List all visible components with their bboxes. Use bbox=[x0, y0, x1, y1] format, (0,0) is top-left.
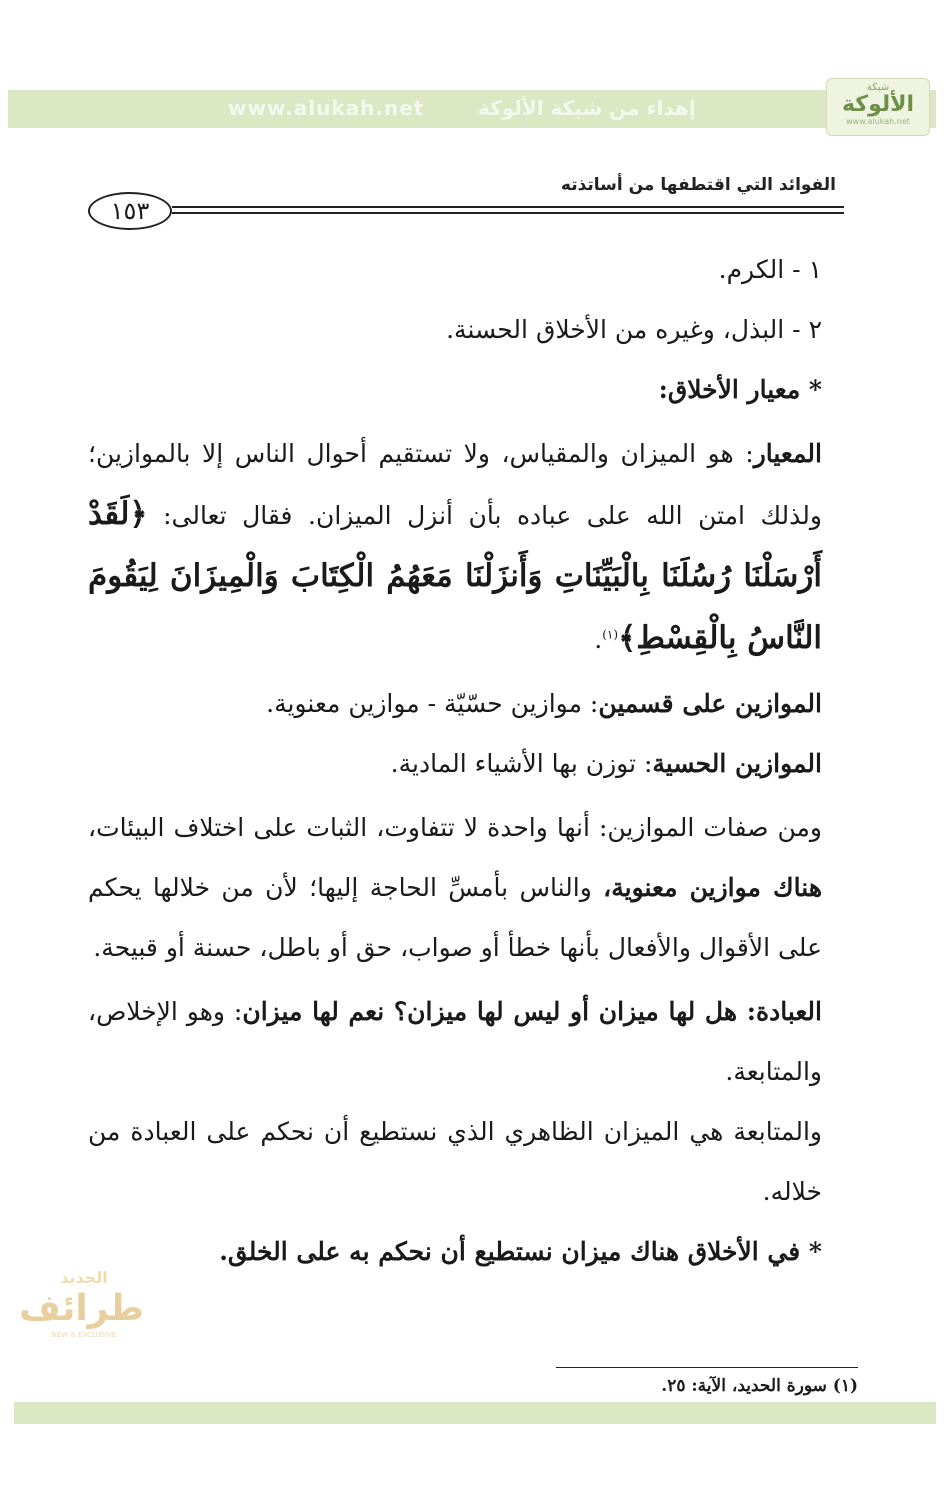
emphasis-worship-question: العبادة: هل لها ميزان أو ليس لها ميزان؟ نعم لها ميزان bbox=[242, 997, 822, 1026]
paragraph-text: : موازين حسّيّة - موازين معنوية. bbox=[266, 689, 599, 718]
footnote-rule bbox=[556, 1367, 858, 1368]
section-heading-standard: * معيار الأخلاق: bbox=[658, 375, 822, 404]
term-physical-scales: الموازين الحسية bbox=[652, 749, 822, 778]
watermark-stamp bbox=[18, 1268, 144, 1372]
paragraph-text: : توزن بها الأشياء المادية. bbox=[390, 749, 653, 778]
running-title: الفوائد التي اقتطفها من أساتذته bbox=[560, 175, 836, 195]
paragraph-end: . bbox=[594, 625, 603, 654]
paragraph-text: : هو الميزان والمقياس، ولا تستقيم أحوال الناس إلا بالموازين؛ ولذلك امتن الله على عباده بأن أنزل الميزان. فقال تعالى: bbox=[88, 439, 822, 530]
stamp-top-text: الجديد bbox=[60, 1268, 108, 1287]
logo-name: الألوكة bbox=[841, 92, 915, 117]
term-scale-types: الموازين على قسمين bbox=[598, 689, 822, 718]
bottom-banner bbox=[14, 1402, 936, 1424]
site-logo bbox=[826, 78, 930, 136]
footnote-reference: (١) bbox=[602, 627, 619, 642]
paragraph-following: والمتابعة هي الميزان الظاهري الذي نستطيع أن نحكم على العبادة من خلاله. bbox=[88, 1117, 822, 1206]
logo-small-text: شبكة bbox=[866, 82, 890, 93]
header-rule-top bbox=[172, 206, 844, 208]
logo-url: www.alukah.net bbox=[846, 117, 910, 126]
emphasis-moral-scales: هناك موازين معنوية، bbox=[603, 873, 823, 902]
stamp-middle-text: طرائف bbox=[18, 1288, 144, 1329]
top-banner bbox=[8, 90, 936, 128]
footnote: (١) سورة الحديد، الآية: ٢٥. bbox=[661, 1376, 858, 1396]
page-number: ١٥٣ bbox=[88, 192, 172, 230]
paragraph-worship bbox=[88, 982, 858, 1102]
paragraph-text: ومن صفات الموازين: أنها واحدة لا تتفاوت، الثبات على اختلاف البيئات، bbox=[88, 813, 822, 842]
list-item-2: ٢ - البذل، وغيره من الأخلاق الحسنة. bbox=[446, 315, 822, 344]
header-rule-bottom bbox=[172, 212, 844, 214]
banner-url: www.alukah.net bbox=[228, 96, 425, 120]
list-item-1: ١ - الكرم. bbox=[718, 255, 822, 284]
section-heading-morals: * في الأخلاق هناك ميزان نستطيع أن نحكم به على الخلق. bbox=[219, 1237, 822, 1266]
paragraph-scale-properties bbox=[88, 798, 858, 978]
banner-gift-text: إهداء من شبكة الألوكة bbox=[478, 96, 696, 120]
stamp-bottom-text: NEW & EXCLUSIVE bbox=[51, 1331, 117, 1339]
paragraph-scale-types bbox=[88, 674, 858, 734]
quran-verse: ﴿لَقَدْ أَرْسَلْنَا رُسُلَنَا بِالْبَيِّنَاتِ وَأَنزَلْنَا مَعَهُمُ الْكِتَابَ وَالْمِيزَانَ لِيَقُومَ النَّاسُ بِالْقِسْطِ﴾ bbox=[88, 496, 822, 656]
paragraph-standard-definition bbox=[88, 424, 858, 670]
paragraph-text: : وهو الإخلاص، والمتابعة. bbox=[88, 997, 822, 1086]
paragraph-physical-scales bbox=[88, 734, 858, 794]
term-standard: المعيار bbox=[753, 439, 822, 468]
page-body bbox=[88, 240, 858, 1282]
paragraph-text: والناس بأمسِّ الحاجة إليها؛ لأن من خلالها يحكم على الأقوال والأفعال بأنها خطأ أو صواب، حق أو باطل، حسنة أو قبيحة. bbox=[88, 873, 822, 962]
